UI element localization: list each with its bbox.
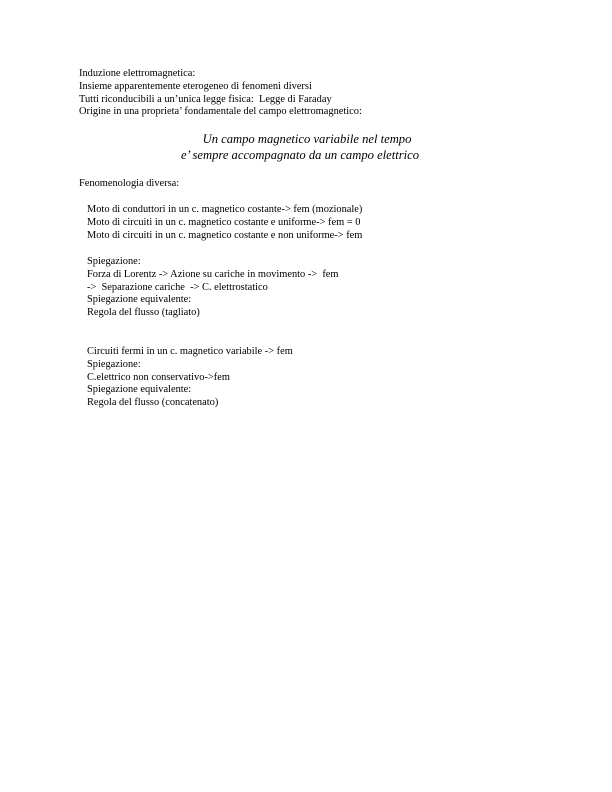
moto-line-uniforme: Moto di circuiti in un c. magnetico costante e uniforme-> fem = 0 bbox=[87, 216, 361, 228]
spiegazione-equivalente-label-2: Spiegazione equivalente: bbox=[87, 384, 192, 396]
spiegazione-label: Spiegazione: bbox=[87, 256, 141, 267]
regola-flusso-tagliato: Regola del flusso (tagliato) bbox=[87, 307, 200, 319]
moto-line-conduttori: Moto di conduttori in un c. magnetico costante-> fem (mozionale) bbox=[87, 204, 363, 215]
moto-line-non-uniforme: Moto di circuiti in un c. magnetico costante e non uniforme-> fem bbox=[87, 229, 363, 241]
circuiti-fermi-line: Circuiti fermi in un c. magnetico variabile -> fem bbox=[87, 346, 293, 357]
centered-statement bbox=[0, 131, 612, 163]
campo-non-conservativo-line: C.elettrico non conservativo->fem bbox=[87, 371, 230, 383]
statement-line-1: Un campo magnetico variabile nel tempo bbox=[202, 132, 412, 146]
intro-line-title: Induzione elettromagnetica: bbox=[79, 68, 196, 79]
intro-paragraph bbox=[79, 68, 362, 119]
circuiti-fermi-block bbox=[87, 346, 293, 410]
spiegazione-label-2: Spiegazione: bbox=[87, 358, 141, 370]
lorentz-line: Forza di Lorentz -> Azione su cariche in movimento -> fem bbox=[87, 268, 339, 280]
intro-line-insieme: Insieme apparentemente eterogeneo di fenomeni diversi bbox=[79, 80, 312, 92]
spiegazione-equivalente-label: Spiegazione equivalente: bbox=[87, 294, 192, 306]
spiegazione-lorentz-block bbox=[87, 256, 339, 320]
statement-line-2: e’ sempre accompagnato da un campo elettrico bbox=[180, 148, 420, 162]
separazione-line: -> Separazione cariche -> C. elettrostatico bbox=[87, 281, 268, 293]
intro-line-origine: Origine in una proprieta’ fondamentale del campo elettromagnetico: bbox=[79, 106, 362, 118]
regola-flusso-concatenato: Regola del flusso (concatenato) bbox=[87, 397, 219, 409]
moto-list bbox=[87, 204, 362, 242]
intro-line-legge: Tutti riconducibili a un’unica legge fisica: Legge di Faraday bbox=[79, 93, 332, 105]
section-heading: Fenomenologia diversa: bbox=[79, 178, 180, 189]
